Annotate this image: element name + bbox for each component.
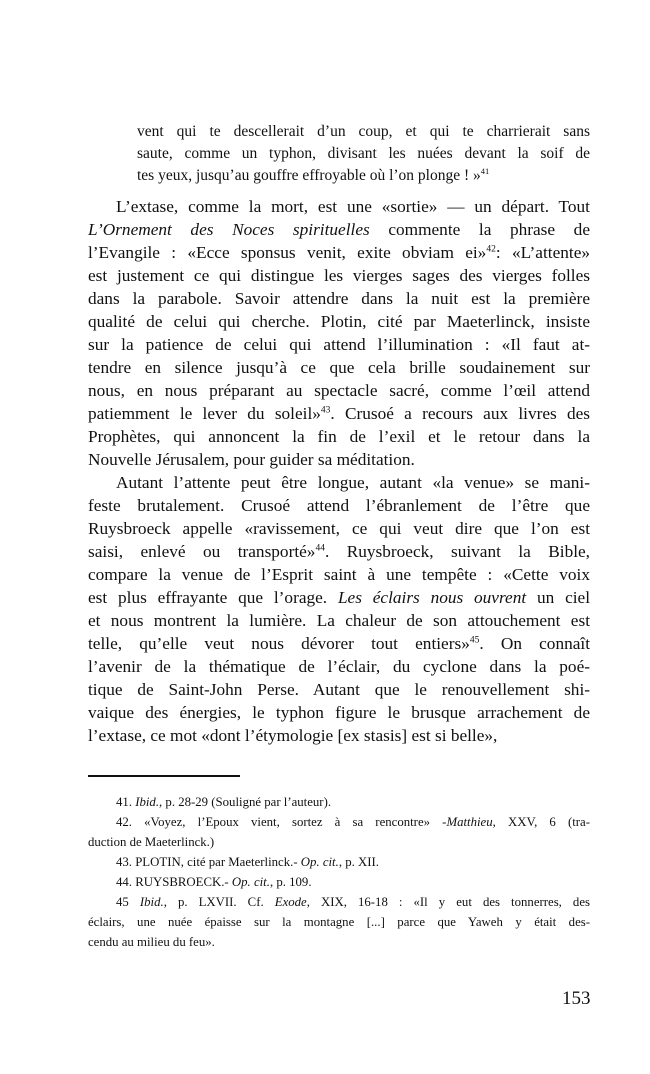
text: 43. PLOTIN, cité par Maeterlinck.- [116, 855, 301, 869]
text: 42. «Voyez, l’Epoux vient, sortez à sa rencontre» - [116, 815, 447, 829]
text: : «L’attente» [495, 243, 591, 262]
text: un ciel [526, 588, 591, 607]
text: vaique des énergies, le typhon figure le brusque arrachement de [88, 703, 590, 722]
text: tendre en silence jusqu’à ce que cela brille soudainement sur [88, 358, 590, 377]
text: est justement ce qui distingue les vierges sages des vierges folles [88, 266, 590, 285]
footnote-line [116, 875, 590, 890]
text: feste brutalement. Crusoé attend l’ébranlement de l’être que [88, 496, 590, 515]
body-line [88, 312, 590, 332]
body-line [88, 243, 590, 263]
italic-text: Op. cit. [231, 875, 270, 889]
italic-text: Op. cit. [300, 855, 339, 869]
footnote-line [88, 915, 590, 930]
text: , p. 28-29 (Souligné par l’auteur). [159, 795, 332, 809]
italic-text: Exode [274, 895, 307, 909]
body-line [88, 404, 590, 424]
text: nous, en nous préparant au spectacle sacré, comme l’œil attend [88, 381, 590, 400]
text: , p. LXVII. Cf. [163, 895, 275, 909]
body-line [88, 519, 590, 539]
text: vent qui te descellerait d’un coup, et qui te charrierait sans [137, 123, 590, 140]
text: . Crusoé a recours aux livres des [330, 404, 591, 423]
body-line [88, 611, 590, 631]
text: 45 [116, 895, 140, 909]
text: l’extase, ce mot «dont l’étymologie [ex stasis] est si belle», [88, 726, 498, 745]
text: l’avenir de la thématique de l’éclair, du cyclone dans la poé- [88, 657, 590, 676]
text: cendu au milieu du feu». [88, 935, 215, 949]
text: éclairs, une nuée épaisse sur la montagne [...] parce que Yaweh y était des- [88, 915, 590, 929]
body-line [88, 634, 590, 654]
body-line [88, 657, 590, 677]
footnote-ref: 45 [469, 635, 480, 646]
text: compare la venue de l’Esprit saint à une tempête : «Cette voix [88, 565, 590, 584]
footnote-line [116, 855, 590, 870]
footnote-line [116, 795, 590, 810]
text: est plus effrayante que l’orage. [88, 588, 338, 607]
text: , XXV, 6 (tra- [492, 815, 590, 829]
text: commente la phrase de [369, 220, 590, 239]
footnote-line [88, 835, 590, 850]
italic-text: Ibid. [135, 795, 160, 809]
text: 41. [116, 795, 136, 809]
text: dans la parabole. Savoir attendre dans la nuit est la première [88, 289, 590, 308]
text: duction de Maeterlinck.) [88, 835, 215, 849]
body-line [88, 266, 590, 286]
text: , p. 109. [269, 875, 312, 889]
footnote-line [88, 935, 590, 950]
quote-line [137, 167, 590, 185]
body-line [88, 427, 590, 447]
text: et nous montrent la lumière. La chaleur de son attouchement est [88, 611, 590, 630]
footnote-line [116, 895, 590, 910]
body-line [88, 358, 590, 378]
body-line [88, 289, 590, 309]
text: Nouvelle Jérusalem, pour guider sa méditation. [88, 450, 415, 469]
body-line [88, 496, 590, 516]
text: Autant l’attente peut être longue, autant «la venue» se mani- [116, 473, 590, 492]
quote-line [137, 123, 590, 141]
footnote-ref: 44 [315, 543, 325, 554]
body-line [116, 197, 590, 217]
text: patiemment le lever du soleil» [88, 404, 321, 423]
text: saisi, enlevé ou transporté» [88, 542, 316, 561]
text: tes yeux, jusqu’au gouffre effroyable où l’on plonge ! » [137, 167, 481, 184]
text: Prophètes, qui annoncent la fin de l’exil et le retour dans la [88, 427, 590, 446]
text: saute, comme un typhon, divisant les nuées devant la soif de [137, 145, 590, 162]
footnote-ref: 41 [480, 166, 490, 177]
text: telle, qu’elle veut nous dévorer tout entiers» [88, 634, 470, 653]
text: L’extase, comme la mort, est une «sortie» –– un départ. Tout [116, 197, 590, 216]
text: , p. XII. [338, 855, 379, 869]
text: 44. RUYSBROECK.- [116, 875, 232, 889]
footnote-ref: 43 [320, 405, 331, 416]
body-line [88, 726, 590, 746]
italic-text: Les éclairs nous ouvrent [337, 588, 527, 607]
text: , XIX, 16-18 : «Il y eut des tonnerres, des [306, 895, 590, 909]
body-line [88, 381, 590, 401]
body-line [88, 220, 590, 240]
body-line [88, 450, 590, 470]
text: tique de Saint-John Perse. Autant que le renouvellement shi- [88, 680, 590, 699]
text: . On connaît [479, 634, 590, 653]
body-line [88, 588, 590, 608]
body-line [116, 473, 590, 493]
text: qualité de celui qui cherche. Plotin, cité par Maeterlinck, insiste [88, 312, 590, 331]
body-line [88, 542, 590, 562]
footnote-line [116, 815, 590, 830]
text: sur la patience de celui qui attend l’illumination : «Il faut at- [88, 335, 590, 354]
quote-line [137, 145, 590, 163]
body-line [88, 680, 590, 700]
body-line [88, 565, 590, 585]
italic-text: Matthieu [446, 815, 493, 829]
footnote-ref: 42 [486, 244, 496, 255]
text: l’Evangile : «Ecce sponsus venit, exite obviam ei» [88, 243, 487, 262]
text: Ruysbroeck appelle «ravissement, ce qui veut dire que l’on est [88, 519, 590, 538]
body-line [88, 335, 590, 355]
italic-text: L’Ornement des Noces spirituelles [88, 220, 370, 239]
footnote-divider [88, 775, 240, 777]
body-line [88, 703, 590, 723]
page-number: 153 [562, 988, 591, 1009]
text: . Ruysbroeck, suivant la Bible, [324, 542, 591, 561]
italic-text: Ibid. [139, 895, 164, 909]
